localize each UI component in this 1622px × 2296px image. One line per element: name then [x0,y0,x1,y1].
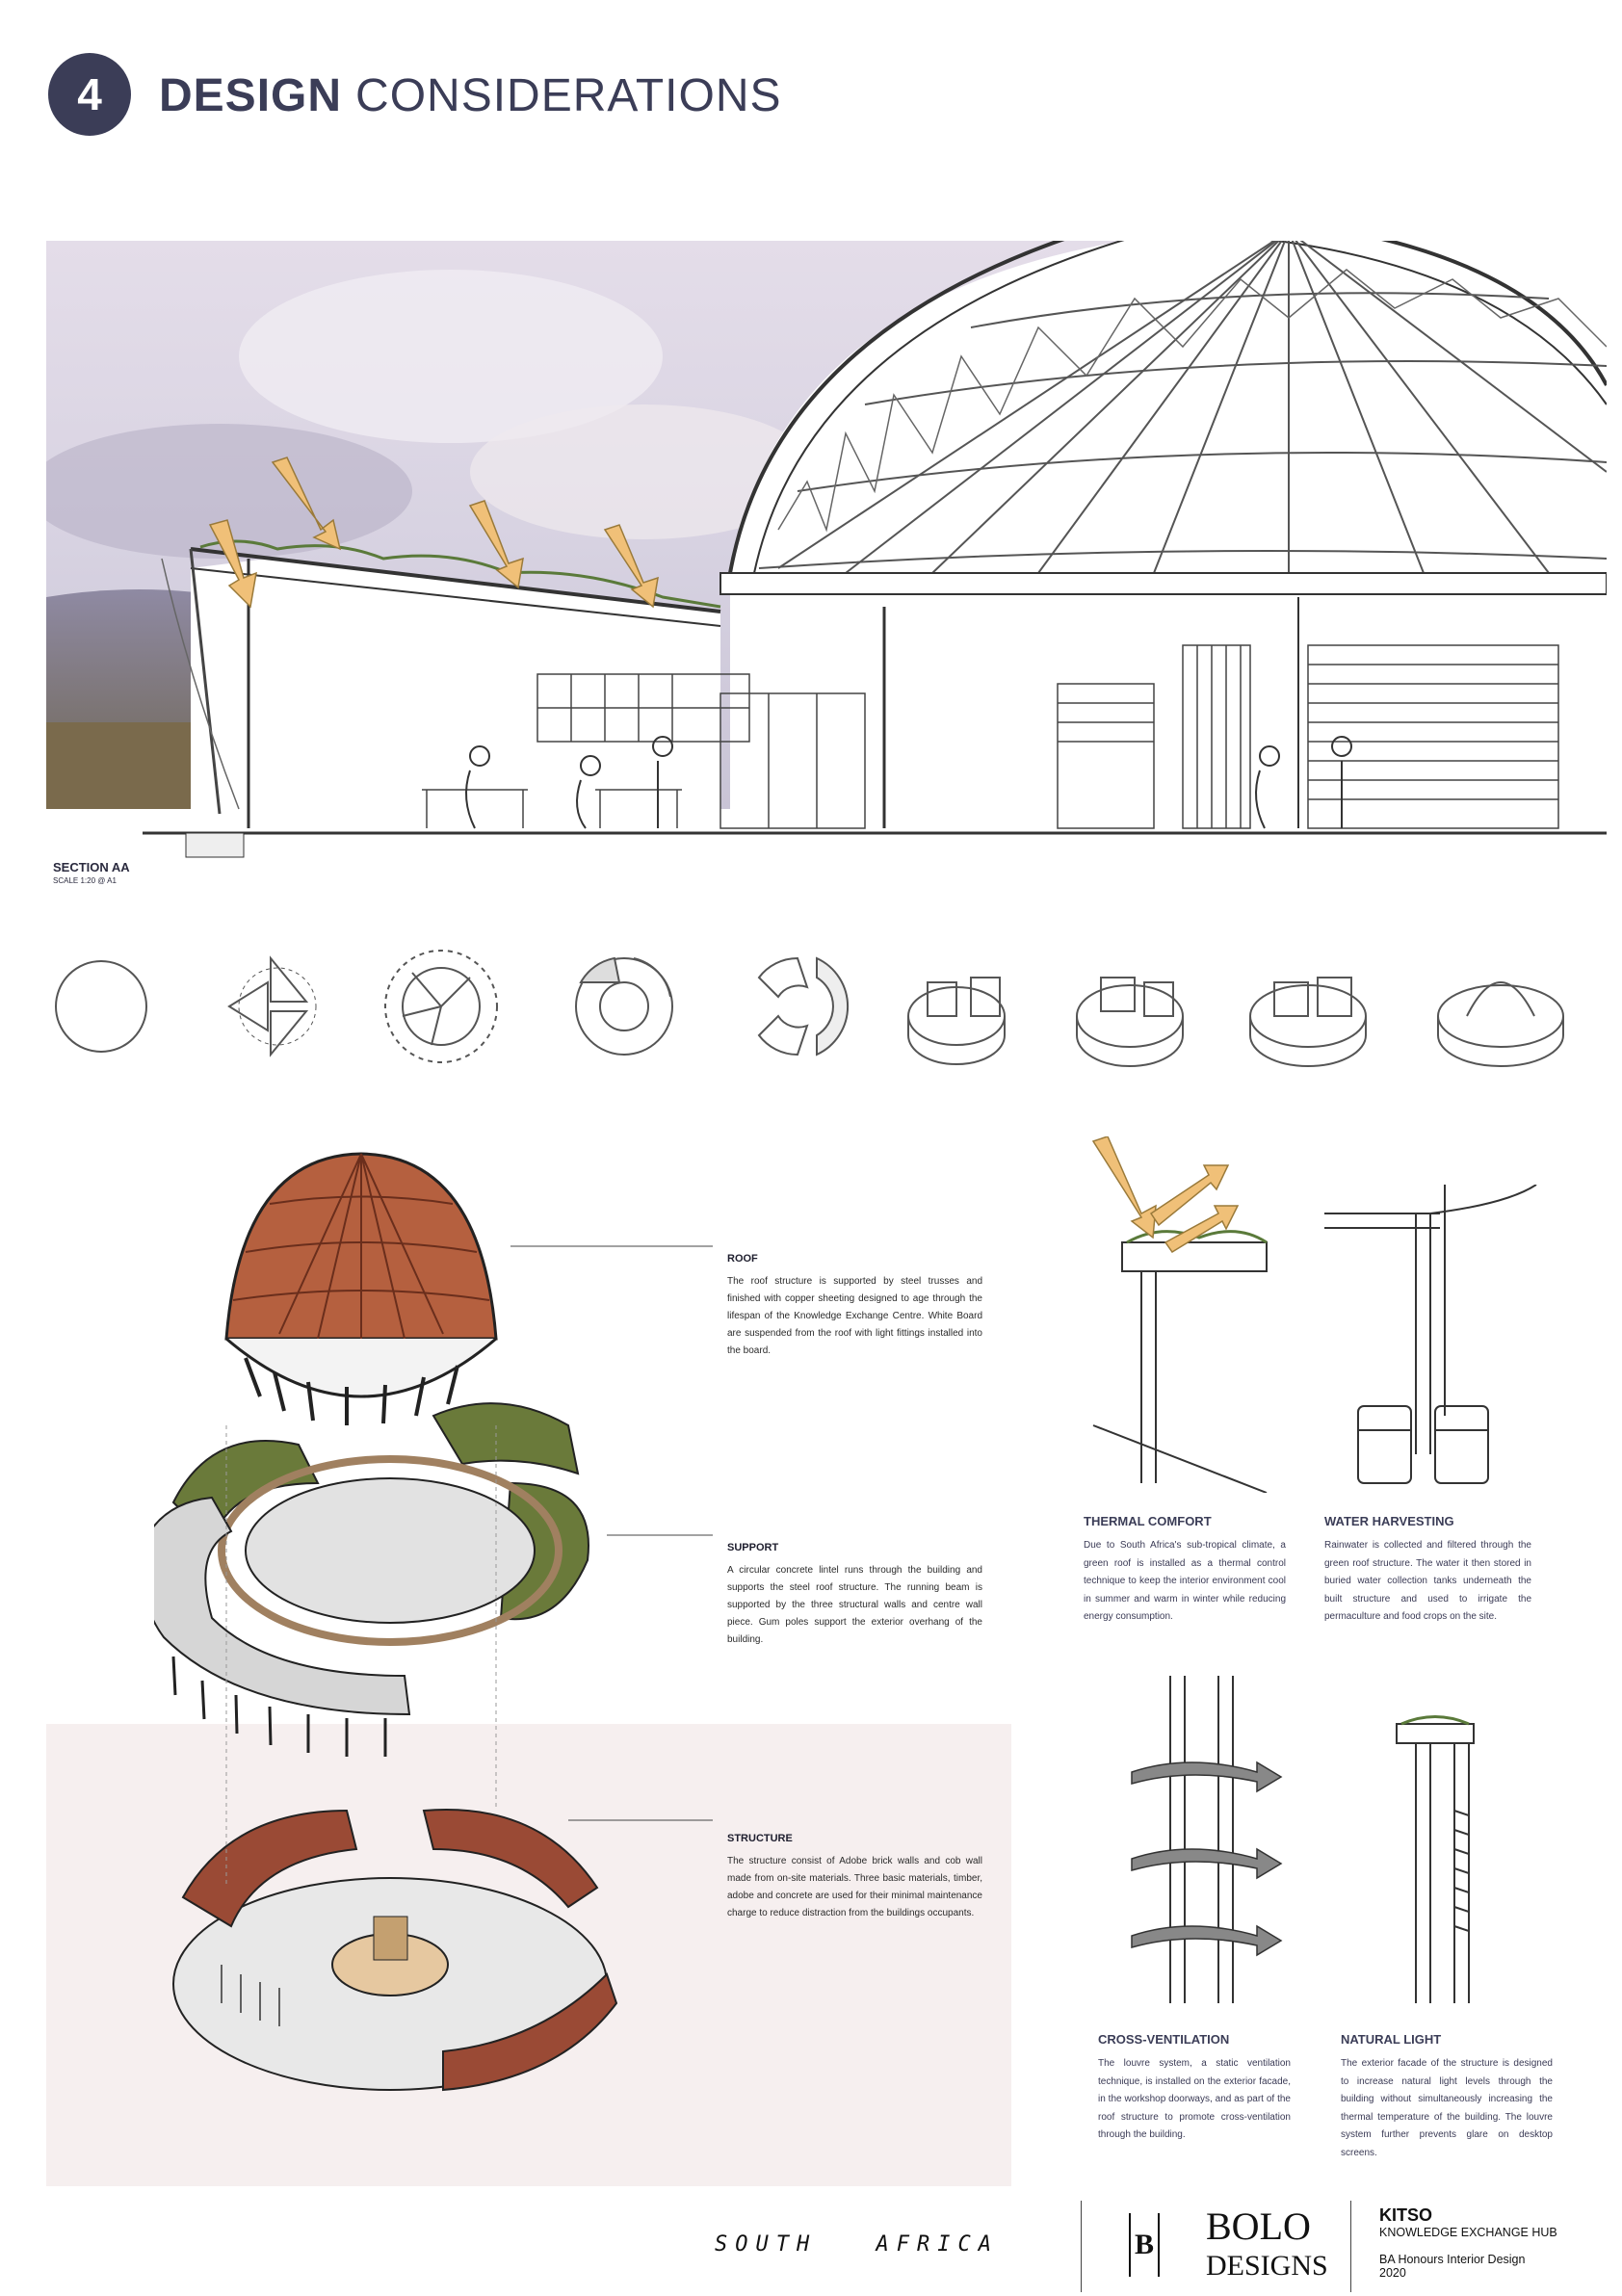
location-text: SOUTH AFRICA [715,2232,999,2257]
logo-mark [1129,2213,1160,2277]
callout-leaders [510,1242,722,1868]
concept-step-6 [908,978,1005,1064]
concept-step-1 [56,961,146,1052]
footer-divider-left [1081,2201,1082,2292]
section-scale: SCALE 1:20 @ A1 [53,876,117,885]
roof-layer [226,1154,496,1425]
structure-callout [727,1830,982,1922]
logo-wordmark [1206,2205,1328,2284]
thermal-comfort-sketch [1084,1136,1276,1493]
roof-callout-text: The roof structure is supported by steel trusses and finished with copper sheeting designed to age through the lifespan of the Knowledge Exchange Centre. White Board are suspended from the roof with light fittings installed into the board. [727,1276,982,1356]
natural-light-title: NATURAL LIGHT [1341,2032,1442,2047]
cross-ventilation-title: CROSS-VENTILATION [1098,2032,1230,2047]
water-harvesting-sketch [1324,1185,1546,1493]
page-title-rest: CONSIDERATIONS [355,70,782,121]
concept-step-8 [1250,978,1366,1066]
structure-callout-title: STRUCTURE [727,1833,793,1844]
concept-step-3 [385,951,497,1062]
water-harvesting-title: WATER HARVESTING [1324,1514,1454,1528]
project-info [1379,2205,1557,2280]
logo-line-1: BOLO [1206,2205,1311,2248]
logo-line-2: DESIGNS [1206,2250,1328,2282]
section-number: 4 [77,69,102,119]
section-number-badge [48,53,131,136]
roof-callout [727,1250,982,1360]
support-callout-text: A circular concrete lintel runs through the building and supports the steel roof structure. The running beam is supported by the three structural walls and centre wall piece. Gum poles support the exterior overhang of the building. [727,1565,982,1645]
concept-step-5 [759,958,848,1055]
concept-step-4 [576,958,672,1055]
page-title-bold: DESIGN [159,70,343,121]
roof-callout-title: ROOF [727,1253,758,1265]
section-aa-drawing [46,241,1607,905]
thermal-comfort-title: THERMAL COMFORT [1084,1514,1212,1528]
concept-step-7 [1077,978,1183,1066]
natural-light-sketch [1358,1666,1531,2003]
section-label: SECTION AA [53,860,130,874]
project-subtitle: KNOWLEDGE EXCHANGE HUB [1379,2226,1557,2239]
concept-diagrams [46,939,1587,1074]
project-name: KITSO [1379,2205,1433,2225]
support-callout [727,1539,982,1649]
page-title [159,69,782,122]
concept-step-2 [229,958,316,1055]
structure-callout-text: The structure consist of Adobe brick walls and cob wall made from on-site materials. Three basic materials, timber, adobe and concrete are used for their minimal maintenance charge to reduce distraction from the buildings occupants. [727,1856,982,1918]
logo-mark-letter: B [1134,2229,1154,2260]
footer-divider-right [1350,2201,1351,2292]
cross-ventilation-text: The louvre system, a static ventilation technique, is installed on the exterior facade, in the workshop doorways, and as part of the roof structure to promote cross-ventilation through the building. [1098,2058,1291,2140]
cross-ventilation-sketch [1112,1676,1305,2003]
concept-step-9 [1438,982,1563,1066]
project-year: 2020 [1379,2266,1406,2280]
course-name: BA Honours Interior Design [1379,2253,1526,2266]
water-harvesting-text: Rainwater is collected and filtered through the green roof structure. The water it then stored in buried water collection tanks underneath the built structure and used to irrigate the permaculture and food crops on the site. [1324,1540,1531,1622]
support-callout-title: SUPPORT [727,1542,779,1553]
natural-light-text: The exterior facade of the structure is designed to increase natural light levels through the building without simultaneously increasing the thermal temperature of the building. The louvre system further prevents glare on desktop screens. [1341,2058,1553,2158]
thermal-comfort-text: Due to South Africa's sub-tropical climate, a green roof is installed as a thermal control technique to keep the interior environment cool in summer and warm in winter while reducing energy consumption. [1084,1540,1286,1622]
